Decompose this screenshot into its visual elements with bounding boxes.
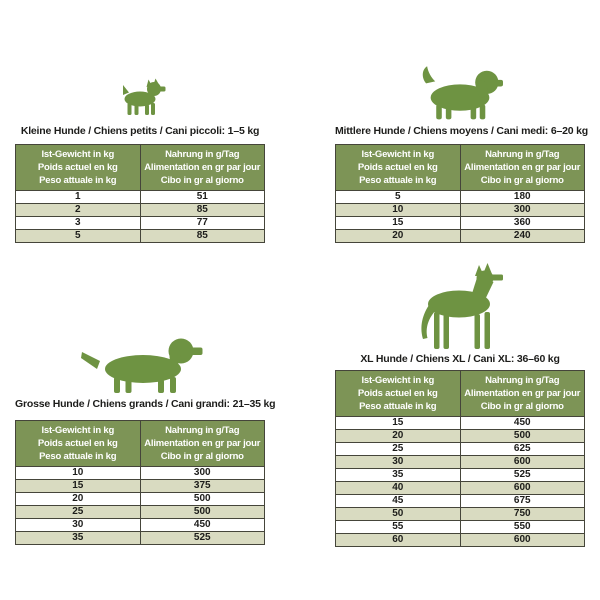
header-line: Poids actuel en kg: [37, 438, 118, 449]
food-column-header: [460, 371, 585, 417]
table-row: [336, 230, 585, 243]
weight-cell: 2: [16, 204, 141, 217]
table-row: [16, 191, 265, 204]
weight-cell: 3: [16, 217, 141, 230]
food-cell: 675: [460, 495, 585, 508]
section-title-large: Grosse Hunde / Chiens grands / Cani grandi: 21–35 kg: [15, 398, 276, 410]
weight-cell: 10: [336, 204, 461, 217]
table-row: [16, 480, 265, 493]
food-cell: 300: [140, 467, 265, 480]
food-cell: 375: [140, 480, 265, 493]
food-cell: 180: [460, 191, 585, 204]
weight-cell: 20: [336, 230, 461, 243]
food-column-header: [140, 421, 265, 467]
weight-column-header: [336, 371, 461, 417]
food-cell: 500: [140, 493, 265, 506]
header-line: Cibo in gr al giorno: [160, 175, 244, 186]
header-line: Ist-Gewicht in kg: [41, 425, 115, 436]
header-line: Nahrung in g/Tag: [165, 425, 240, 436]
table-row: [336, 469, 585, 482]
weight-column-header: [16, 145, 141, 191]
table-row: [336, 417, 585, 430]
weight-column-header: [336, 145, 461, 191]
feeding-table-small: [15, 144, 265, 243]
feeding-table-medium: [335, 144, 585, 243]
weight-cell: 40: [336, 482, 461, 495]
table-row: [336, 482, 585, 495]
feeding-table-large: [15, 420, 265, 545]
table-row: [16, 532, 265, 545]
table-row: [16, 467, 265, 480]
weight-cell: 45: [336, 495, 461, 508]
food-cell: 525: [140, 532, 265, 545]
header-line: Poids actuel en kg: [37, 162, 118, 173]
weight-cell: 60: [336, 534, 461, 547]
header-line: Poids actuel en kg: [357, 388, 438, 399]
header-line: Cibo in gr al giorno: [480, 401, 564, 412]
food-cell: 600: [460, 534, 585, 547]
header-line: Nahrung in g/Tag: [165, 149, 240, 160]
food-cell: 750: [460, 508, 585, 521]
food-cell: 85: [140, 230, 265, 243]
food-column-header: [460, 145, 585, 191]
weight-cell: 35: [336, 469, 461, 482]
header-line: Nahrung in g/Tag: [485, 149, 560, 160]
weight-cell: 20: [16, 493, 141, 506]
header-line: Poids actuel en kg: [357, 162, 438, 173]
food-cell: 300: [460, 204, 585, 217]
food-cell: 85: [140, 204, 265, 217]
header-line: Cibo in gr al giorno: [160, 451, 244, 462]
section-title-xl: XL Hunde / Chiens XL / Cani XL: 36–60 kg: [360, 353, 560, 365]
header-line: Alimentation en gr par jour: [464, 162, 581, 173]
weight-cell: 5: [16, 230, 141, 243]
weight-cell: 25: [336, 443, 461, 456]
section-title-medium: Mittlere Hunde / Chiens moyens / Cani medi: 6–20 kg: [335, 125, 588, 137]
xl-dog-icon: [411, 262, 507, 350]
table-row: [336, 204, 585, 217]
food-cell: 550: [460, 521, 585, 534]
weight-cell: 20: [336, 430, 461, 443]
food-cell: 600: [460, 482, 585, 495]
table-row: [336, 191, 585, 204]
weight-column-header: [16, 421, 141, 467]
feeding-table-xl: [335, 370, 585, 547]
food-cell: 625: [460, 443, 585, 456]
table-row: [336, 430, 585, 443]
table-row: [336, 495, 585, 508]
table-row: [16, 519, 265, 532]
weight-cell: 15: [336, 417, 461, 430]
food-cell: 360: [460, 217, 585, 230]
header-line: Alimentation en gr par jour: [464, 388, 581, 399]
food-cell: 450: [140, 519, 265, 532]
table-row: [336, 217, 585, 230]
weight-cell: 5: [336, 191, 461, 204]
weight-cell: 30: [16, 519, 141, 532]
table-row: [16, 493, 265, 506]
header-line: Peso attuale in kg: [359, 175, 437, 186]
food-cell: 500: [460, 430, 585, 443]
weight-cell: 15: [336, 217, 461, 230]
food-cell: 51: [140, 191, 265, 204]
food-cell: 600: [460, 456, 585, 469]
weight-cell: 30: [336, 456, 461, 469]
header-line: Peso attuale in kg: [359, 401, 437, 412]
header-line: Alimentation en gr par jour: [144, 438, 261, 449]
medium-dog-icon: [417, 62, 503, 120]
table-row: [336, 456, 585, 469]
weight-cell: 35: [16, 532, 141, 545]
weight-cell: 15: [16, 480, 141, 493]
food-cell: 450: [460, 417, 585, 430]
food-cell: 525: [460, 469, 585, 482]
header-line: Ist-Gewicht in kg: [361, 149, 435, 160]
weight-cell: 1: [16, 191, 141, 204]
weight-cell: 25: [16, 506, 141, 519]
food-cell: 500: [140, 506, 265, 519]
large-dog-icon: [79, 330, 205, 393]
weight-cell: 50: [336, 508, 461, 521]
weight-cell: 55: [336, 521, 461, 534]
table-row: [16, 204, 265, 217]
header-line: Ist-Gewicht in kg: [361, 375, 435, 386]
header-line: Ist-Gewicht in kg: [41, 149, 115, 160]
table-row: [16, 506, 265, 519]
table-row: [16, 230, 265, 243]
section-title-small: Kleine Hunde / Chiens petits / Cani piccoli: 1–5 kg: [20, 125, 260, 137]
table-row: [336, 443, 585, 456]
header-line: Peso attuale in kg: [39, 451, 117, 462]
food-cell: 77: [140, 217, 265, 230]
header-line: Nahrung in g/Tag: [485, 375, 560, 386]
table-row: [336, 534, 585, 547]
table-row: [336, 508, 585, 521]
table-row: [16, 217, 265, 230]
food-cell: 240: [460, 230, 585, 243]
table-row: [336, 521, 585, 534]
header-line: Cibo in gr al giorno: [480, 175, 564, 186]
food-column-header: [140, 145, 265, 191]
small-dog-icon: [119, 76, 166, 116]
header-line: Peso attuale in kg: [39, 175, 117, 186]
header-line: Alimentation en gr par jour: [144, 162, 261, 173]
weight-cell: 10: [16, 467, 141, 480]
